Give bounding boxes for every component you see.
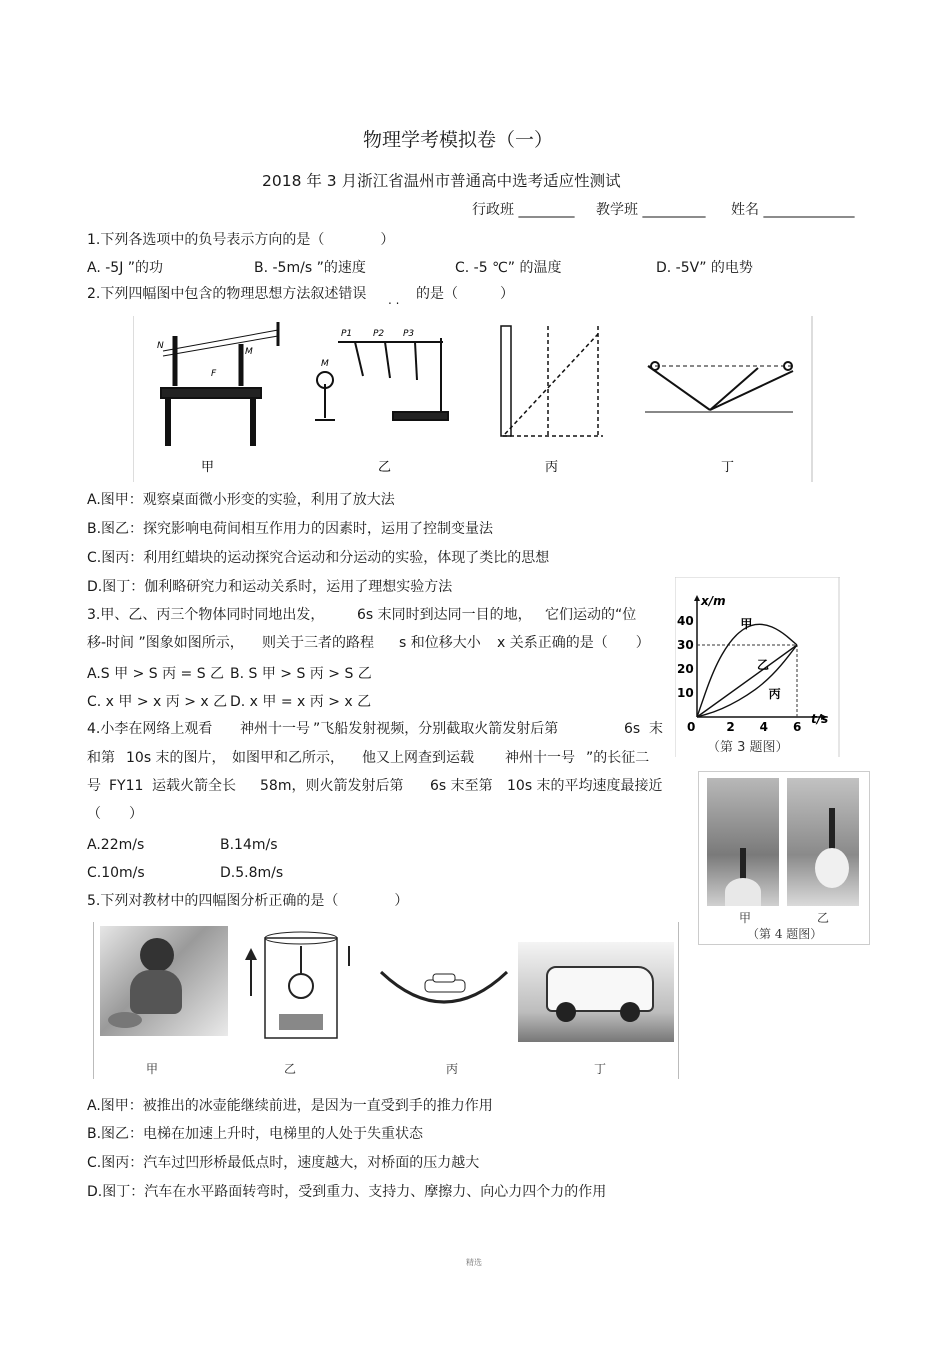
fig-yi-coulomb-diagram [315, 338, 448, 420]
q4-line2-f: ”的长征二 [586, 750, 650, 766]
series-label: 甲 [740, 617, 753, 632]
q2-stem-tail: 的是（ ） [416, 286, 514, 302]
q1-option-a[interactable]: A. -5J ”的功 [87, 260, 164, 276]
q2-option-d[interactable]: D.图丁：伽利略研究力和运动关系时，运用了理想实验方法 [87, 579, 453, 595]
q3-option-b[interactable]: B. S 甲 > S 丙 > S 乙 [230, 666, 372, 682]
q4-line1-d: 6s [624, 721, 641, 737]
q4-line2-d: 他又上网查到运载 [362, 750, 474, 766]
q4-line2-b: 10s 末的图片， [126, 750, 226, 766]
q4-line1-a: 4.小李在网络上观看 [87, 721, 213, 737]
q4-fig-caption: （第 4 题图） [747, 927, 823, 941]
q3-option-c[interactable]: C. x 甲 > x 丙 > x 乙 [87, 694, 228, 710]
fig-jia-m: M [245, 347, 253, 357]
q5-option-a[interactable]: A.图甲：被推出的冰壶能继续前进，是因为一直受到手的推力作用 [87, 1098, 493, 1114]
q4-fig-label-jia: 甲 [739, 911, 752, 925]
q4-line3-e: 6s 末至第 [430, 778, 493, 794]
q4-line2-c: 如图甲和乙所示， [232, 750, 344, 766]
y-axis-label: x/m [701, 594, 726, 608]
q4-option-b[interactable]: B.14m/s [220, 837, 278, 853]
q3-line2-a: 移-时间 ”图象如图所示， [87, 635, 244, 651]
q3-line1-a: 3.甲、乙、丙三个物体同时同地出发， [87, 607, 325, 623]
page-footer: 精选 [466, 1258, 482, 1267]
field-class-teach[interactable]: 教学班 _________ [596, 202, 706, 218]
fig-ding-ramp-diagram [645, 362, 793, 412]
q3-chart-caption: （第 3 题图） [707, 740, 789, 755]
q3-option-a[interactable]: A.S 甲 > S 丙 = S 乙 [87, 666, 225, 682]
q5-stem: 5.下列对教材中的四幅图分析正确的是（ ） [87, 893, 409, 909]
q5-fig-label-ding: 丁 [594, 1062, 607, 1076]
q2-stem-dots: . . [388, 293, 400, 307]
x-tick-label: 4 [759, 720, 769, 734]
q2-stem: 2.下列四幅图中包含的物理思想方法叙述错误 [87, 286, 367, 302]
page-subtitle: 2018 年 3 月浙江省温州市普通高中选考适应性测试 [262, 172, 621, 190]
q4-fig-label-yi: 乙 [817, 911, 830, 925]
q3-line2-c: s 和位移大小 [399, 635, 481, 651]
fig-jia-table-diagram [161, 322, 278, 446]
series-line-乙 [697, 645, 797, 717]
q4-line3-a: 号 [87, 778, 101, 794]
fig-jia-n: N [157, 341, 164, 351]
q5-fig-label-yi: 乙 [284, 1062, 297, 1076]
q2-figure [133, 316, 813, 482]
q4-line3-f: 10s 末的平均速度最接近 [507, 778, 663, 794]
q1-option-b[interactable]: B. -5m/s ”的速度 [254, 260, 366, 276]
x-tick-label: 0 [687, 720, 696, 734]
q4-line3-b: FY11 [109, 778, 144, 794]
q3-line1-c: 它们运动的“位 [545, 607, 637, 623]
fig-jia-f: F [211, 369, 217, 379]
q4-rocket-figure [698, 771, 870, 945]
rocket-photo-jia [707, 778, 779, 906]
fig-yi-m: M [321, 359, 329, 369]
rocket-photo-yi [787, 778, 859, 906]
q5-fig-label-bing: 丙 [446, 1062, 459, 1076]
fig-bing-tube-diagram [501, 326, 603, 436]
q4-line2-e: 神州十一号 [505, 750, 575, 766]
fig-label-bing: 丙 [545, 460, 559, 475]
q5-photo-jia-curling [100, 926, 228, 1036]
y-tick-label: 30 [677, 638, 694, 652]
q3-line2-d: x 关系正确的是（ ） [497, 635, 650, 651]
page-title: 物理学考模拟卷（一） [363, 129, 554, 151]
q5-figure [93, 922, 679, 1079]
q4-line1-e: 末 [649, 721, 663, 737]
q4-line4: （ ） [87, 806, 143, 822]
q1-option-c[interactable]: C. -5 ℃” 的温度 [455, 260, 562, 276]
series-line-甲 [697, 624, 797, 717]
q4-line2-a: 和第 [87, 750, 115, 766]
x-axis-label: t/s [811, 712, 829, 726]
q2-option-c[interactable]: C.图丙：利用红蜡块的运动探究合运动和分运动的实验，体现了类比的思想 [87, 550, 550, 566]
y-tick-label: 10 [677, 686, 694, 700]
q4-option-d[interactable]: D.5.8m/s [220, 865, 284, 881]
q4-line3-d: 58m，则火箭发射后第 [260, 778, 404, 794]
q4-line3-c: 运载火箭全长 [152, 778, 236, 794]
y-tick-label: 20 [677, 662, 694, 676]
q4-line1-b: 神州十一号 [240, 721, 310, 737]
y-tick-label: 40 [677, 614, 694, 628]
fig-label-yi: 乙 [378, 460, 392, 475]
series-label: 乙 [757, 658, 770, 672]
q4-option-c[interactable]: C.10m/s [87, 865, 145, 881]
q3-line1-b: 6s 末同时到达同一目的地， [357, 607, 532, 623]
field-class-admin[interactable]: 行政班 ________ [472, 202, 575, 218]
q1-stem: 1.下列各选项中的负号表示方向的是（ ） [87, 232, 395, 248]
fig-yi-p2: P2 [373, 329, 385, 339]
q3-xt-chart [675, 577, 840, 757]
y-axis-arrow [694, 595, 700, 601]
x-tick-label: 2 [726, 720, 735, 734]
q5-option-d[interactable]: D.图丁：汽车在水平路面转弯时，受到重力、支持力、摩擦力、向心力四个力的作用 [87, 1184, 607, 1200]
q5-option-c[interactable]: C.图丙：汽车过凹形桥最低点时，速度越大，对桥面的压力越大 [87, 1155, 480, 1171]
q2-option-a[interactable]: A.图甲：观察桌面微小形变的实验，利用了放大法 [87, 492, 395, 508]
q4-line1-c: ”飞船发射视频，分别截取火箭发射后第 [313, 721, 559, 737]
q5-fig-label-jia: 甲 [146, 1062, 159, 1076]
q5-elevator-diagram [239, 926, 359, 1044]
q5-option-b[interactable]: B.图乙：电梯在加速上升时，电梯里的人处于失重状态 [87, 1126, 424, 1142]
series-label: 丙 [768, 686, 781, 701]
fig-label-ding: 丁 [721, 460, 735, 475]
field-name[interactable]: 姓名 _____________ [731, 202, 855, 218]
q3-line2-b: 则关于三者的路程 [262, 635, 374, 651]
q5-concave-bridge-diagram [379, 962, 509, 1022]
q1-option-d[interactable]: D. -5V” 的电势 [656, 260, 753, 276]
x-tick-label: 6 [793, 720, 802, 734]
q5-photo-ding-car [518, 942, 674, 1042]
q4-option-a[interactable]: A.22m/s [87, 837, 145, 853]
fig-yi-p3: P3 [403, 329, 415, 339]
fig-yi-p1: P1 [341, 329, 353, 339]
q3-option-d[interactable]: D. x 甲 = x 丙 > x 乙 [230, 694, 372, 710]
q2-option-b[interactable]: B.图乙：探究影响电荷间相互作用力的因素时，运用了控制变量法 [87, 521, 494, 537]
fig-label-jia: 甲 [201, 460, 215, 475]
